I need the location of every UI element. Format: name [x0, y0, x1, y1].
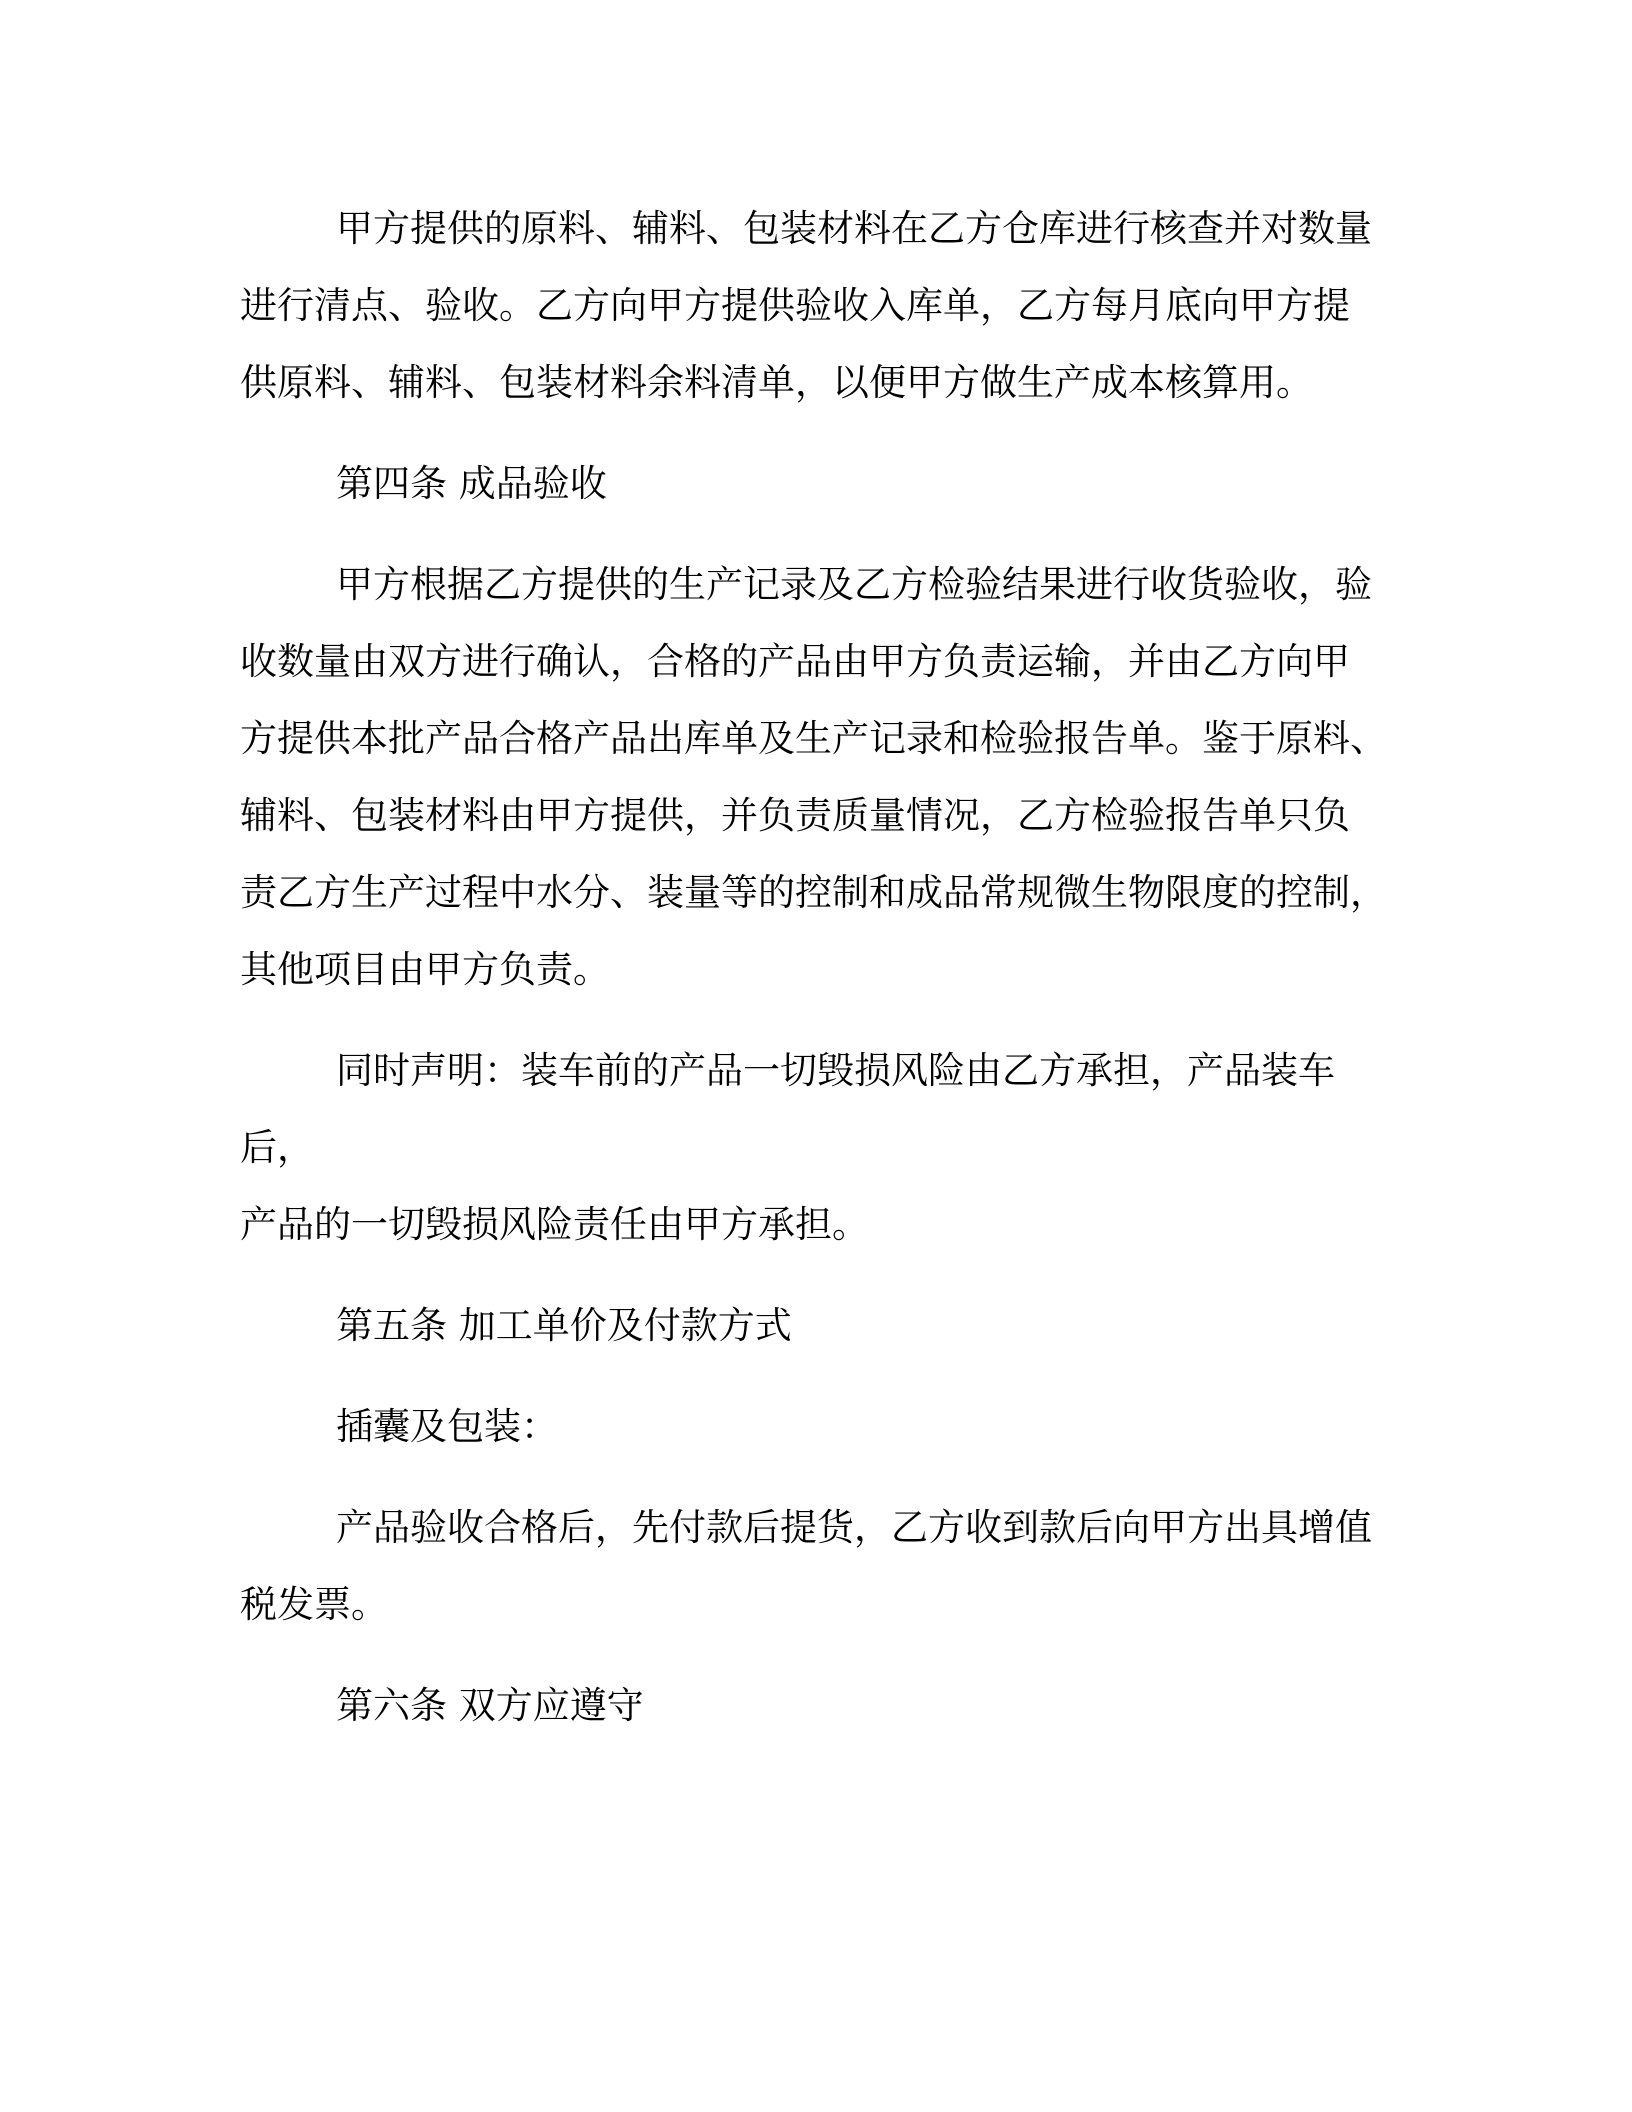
- heading-article-4: 第四条 成品验收: [336, 462, 607, 505]
- heading-article-5: 第五条 加工单价及付款方式: [336, 1304, 792, 1347]
- paragraph-risk-statement: 同时声明：装车前的产品一切毁损风险由乙方承担，产品装车后， 产品的一切毁损风险责任由甲方承担。: [240, 1049, 1335, 1246]
- heading-article-6: 第六条 双方应遵守: [336, 1684, 644, 1727]
- paragraph-materials-check: 甲方提供的原料、辅料、包装材料在乙方仓库进行核查并对数量 进行清点、验收。乙方向甲方提供验收入库单，乙方每月底向甲方提 供原料、辅料、包装材料余料清单，以便甲方做生产成本核算用。: [240, 207, 1372, 404]
- paragraph-payment: 产品验收合格后，先付款后提货，乙方收到款后向甲方出具增值 税发票。: [240, 1506, 1372, 1626]
- paragraph-packaging: 插囊及包装：: [336, 1405, 558, 1448]
- paragraph-product-acceptance: 甲方根据乙方提供的生产记录及乙方检验结果进行收货验收，验 收数量由双方进行确认，合格的产品由甲方负责运输，并由乙方向甲 方提供本批产品合格产品出库单及生产记录和检验报告单。鉴于原料、 辅料、包装材料由甲方提供，并负责质量情况，乙方检验报告单只负 责乙方生产过程中水分、装量等的控制和成品常规微生物限度的控制， 其他项目由甲方负责。: [240, 563, 1387, 991]
- document-body: [240, 190, 1400, 1768]
